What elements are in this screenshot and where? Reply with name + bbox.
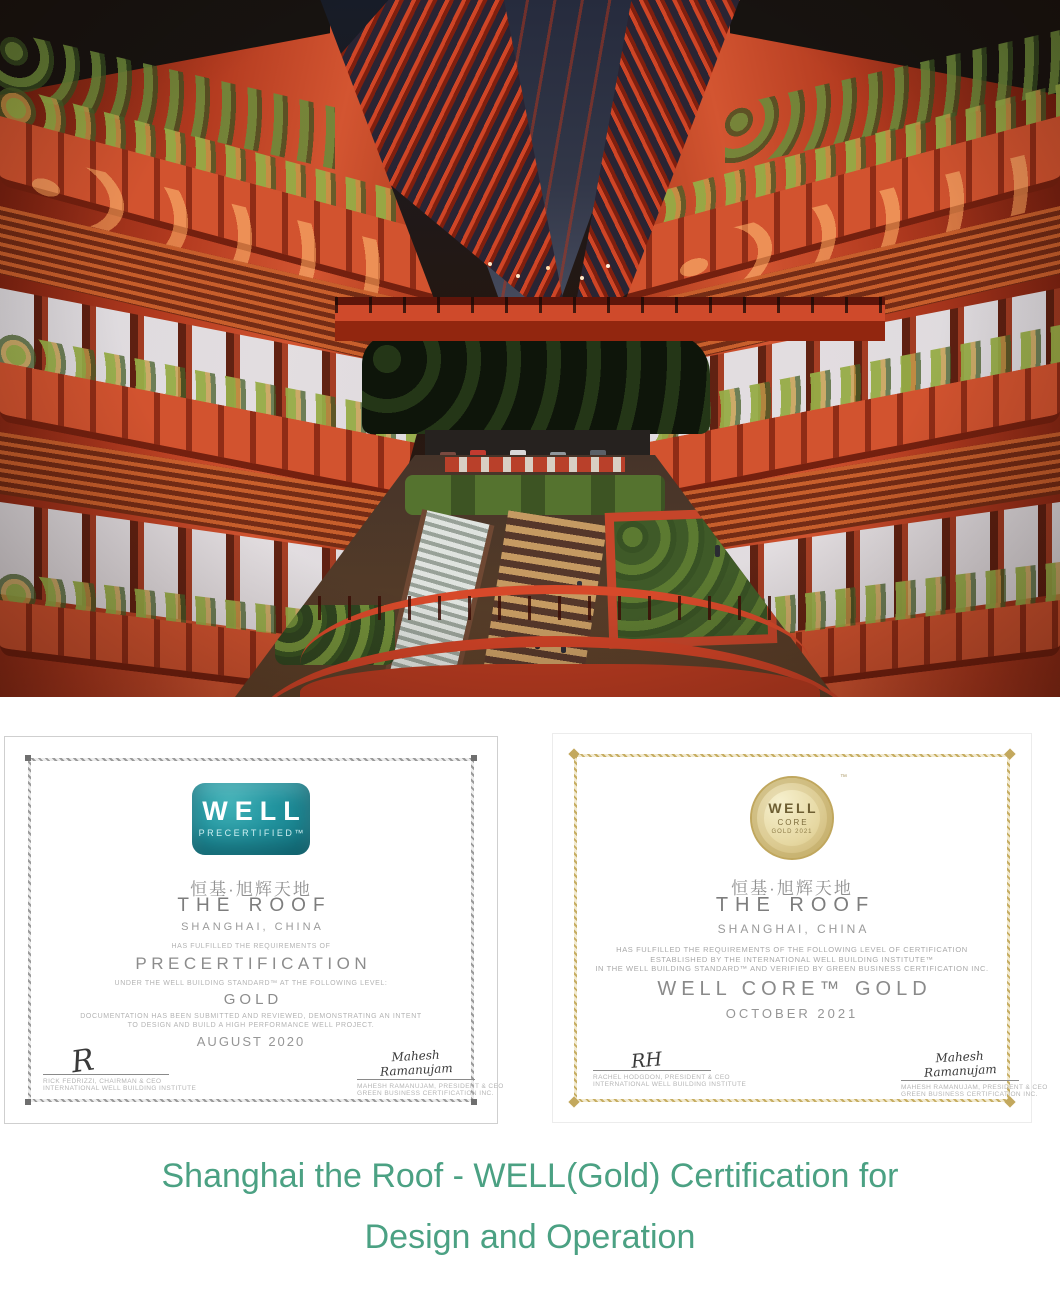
signature-mark: Mahesh Ramanujam [923,1048,998,1080]
award-title: WELL CORE™ GOLD [657,978,932,1000]
border-corner [471,755,477,761]
bridge-railing [335,297,885,313]
award-date: AUGUST 2020 [196,1034,306,1049]
hanging-lamps [488,262,492,266]
award-title: PRECERTIFICATION [135,954,372,973]
seal-trademark: ™ [840,774,847,781]
project-name-chinese: 恒基·旭辉天地 [190,880,312,899]
well-core-gold-seal [750,776,834,860]
signature-mark: RH [630,1048,663,1073]
certificate-well-precertification [4,736,504,1124]
certificate-well-core-gold [552,733,1048,1123]
project-name-chinese: 恒基·旭辉天地 [731,879,853,898]
award-date: OCTOBER 2021 [725,1006,859,1021]
signature-mark: R [69,1042,97,1081]
project-name: THE ROOF [715,894,876,916]
seal-line-3: GOLD 2021 [771,829,813,835]
signature-mark: Mahesh Ramanujam [379,1047,454,1079]
border-corner [25,1099,31,1105]
border-corner [25,755,31,761]
signatory-title-1: MAHESH RAMANUJAM, PRESIDENT & CEO [357,1083,504,1090]
image-caption [0,1146,1060,1268]
far-tree-canopy [362,334,710,434]
signature-right [901,1048,1048,1098]
caption-line-1: Shanghai the Roof - WELL(Gold) Certification for [161,1157,899,1195]
signature-right [357,1047,504,1097]
well-logo-title: WELL [202,796,307,826]
fulfilled-line: HAS FULFILLED THE REQUIREMENTS OF [171,943,331,950]
border-corner [471,1099,477,1105]
footbridge-arc-upper-posts [318,596,792,620]
body-line-1: HAS FULFILLED THE REQUIREMENTS OF THE FOLLOWING LEVEL OF CERTIFICATION [616,945,968,954]
signatory-title-2: INTERNATIONAL WELL BUILDING INSTITUTE [43,1085,197,1092]
caption-line-2: Design and Operation [364,1218,696,1256]
well-logo-subtitle: PRECERTIFIED™ [198,828,306,838]
signatory-title-1: RACHEL HODGDON, PRESIDENT & CEO [593,1074,731,1081]
body-line-2: ESTABLISHED BY THE INTERNATIONAL WELL BUILDING INSTITUTE™ [650,955,934,964]
award-level: GOLD [223,991,283,1008]
project-name: THE ROOF [177,895,332,916]
signatory-title-2: INTERNATIONAL WELL BUILDING INSTITUTE [593,1081,747,1088]
project-location: SHANGHAI, CHINA [717,922,870,936]
body-line-3: IN THE WELL BUILDING STANDARD™ AND VERIFIED BY GREEN BUSINESS CERTIFICATION INC. [595,964,989,973]
signatory-title-1: RICK FEDRIZZI, CHAIRMAN & CEO [43,1078,162,1085]
note-line-1: DOCUMENTATION HAS BEEN SUBMITTED AND REVIEWED, DEMONSTRATING AN INTENT [80,1013,422,1020]
courtyard-crossing-stripes [445,457,625,472]
note-line-2: TO DESIGN AND BUILD A HIGH PERFORMANCE WELL PROJECT. [127,1022,375,1029]
seal-line-2: CORE [777,818,809,827]
signatory-title-2: GREEN BUSINESS CERTIFICATION INC. [901,1091,1038,1098]
courtyard-garden-beds [405,475,665,515]
signatory-title-1: MAHESH RAMANUJAM, PRESIDENT & CEO [901,1084,1048,1091]
signature-left [593,1046,747,1088]
seal-line-1: WELL [768,800,819,816]
signature-left [43,1037,197,1092]
project-location: SHANGHAI, CHINA [181,921,324,933]
signatory-title-2: GREEN BUSINESS CERTIFICATION INC. [357,1090,494,1097]
well-precertified-logo [192,783,310,855]
level-intro-line: UNDER THE WELL BUILDING STANDARD™ AT THE FOLLOWING LEVEL: [114,980,388,987]
